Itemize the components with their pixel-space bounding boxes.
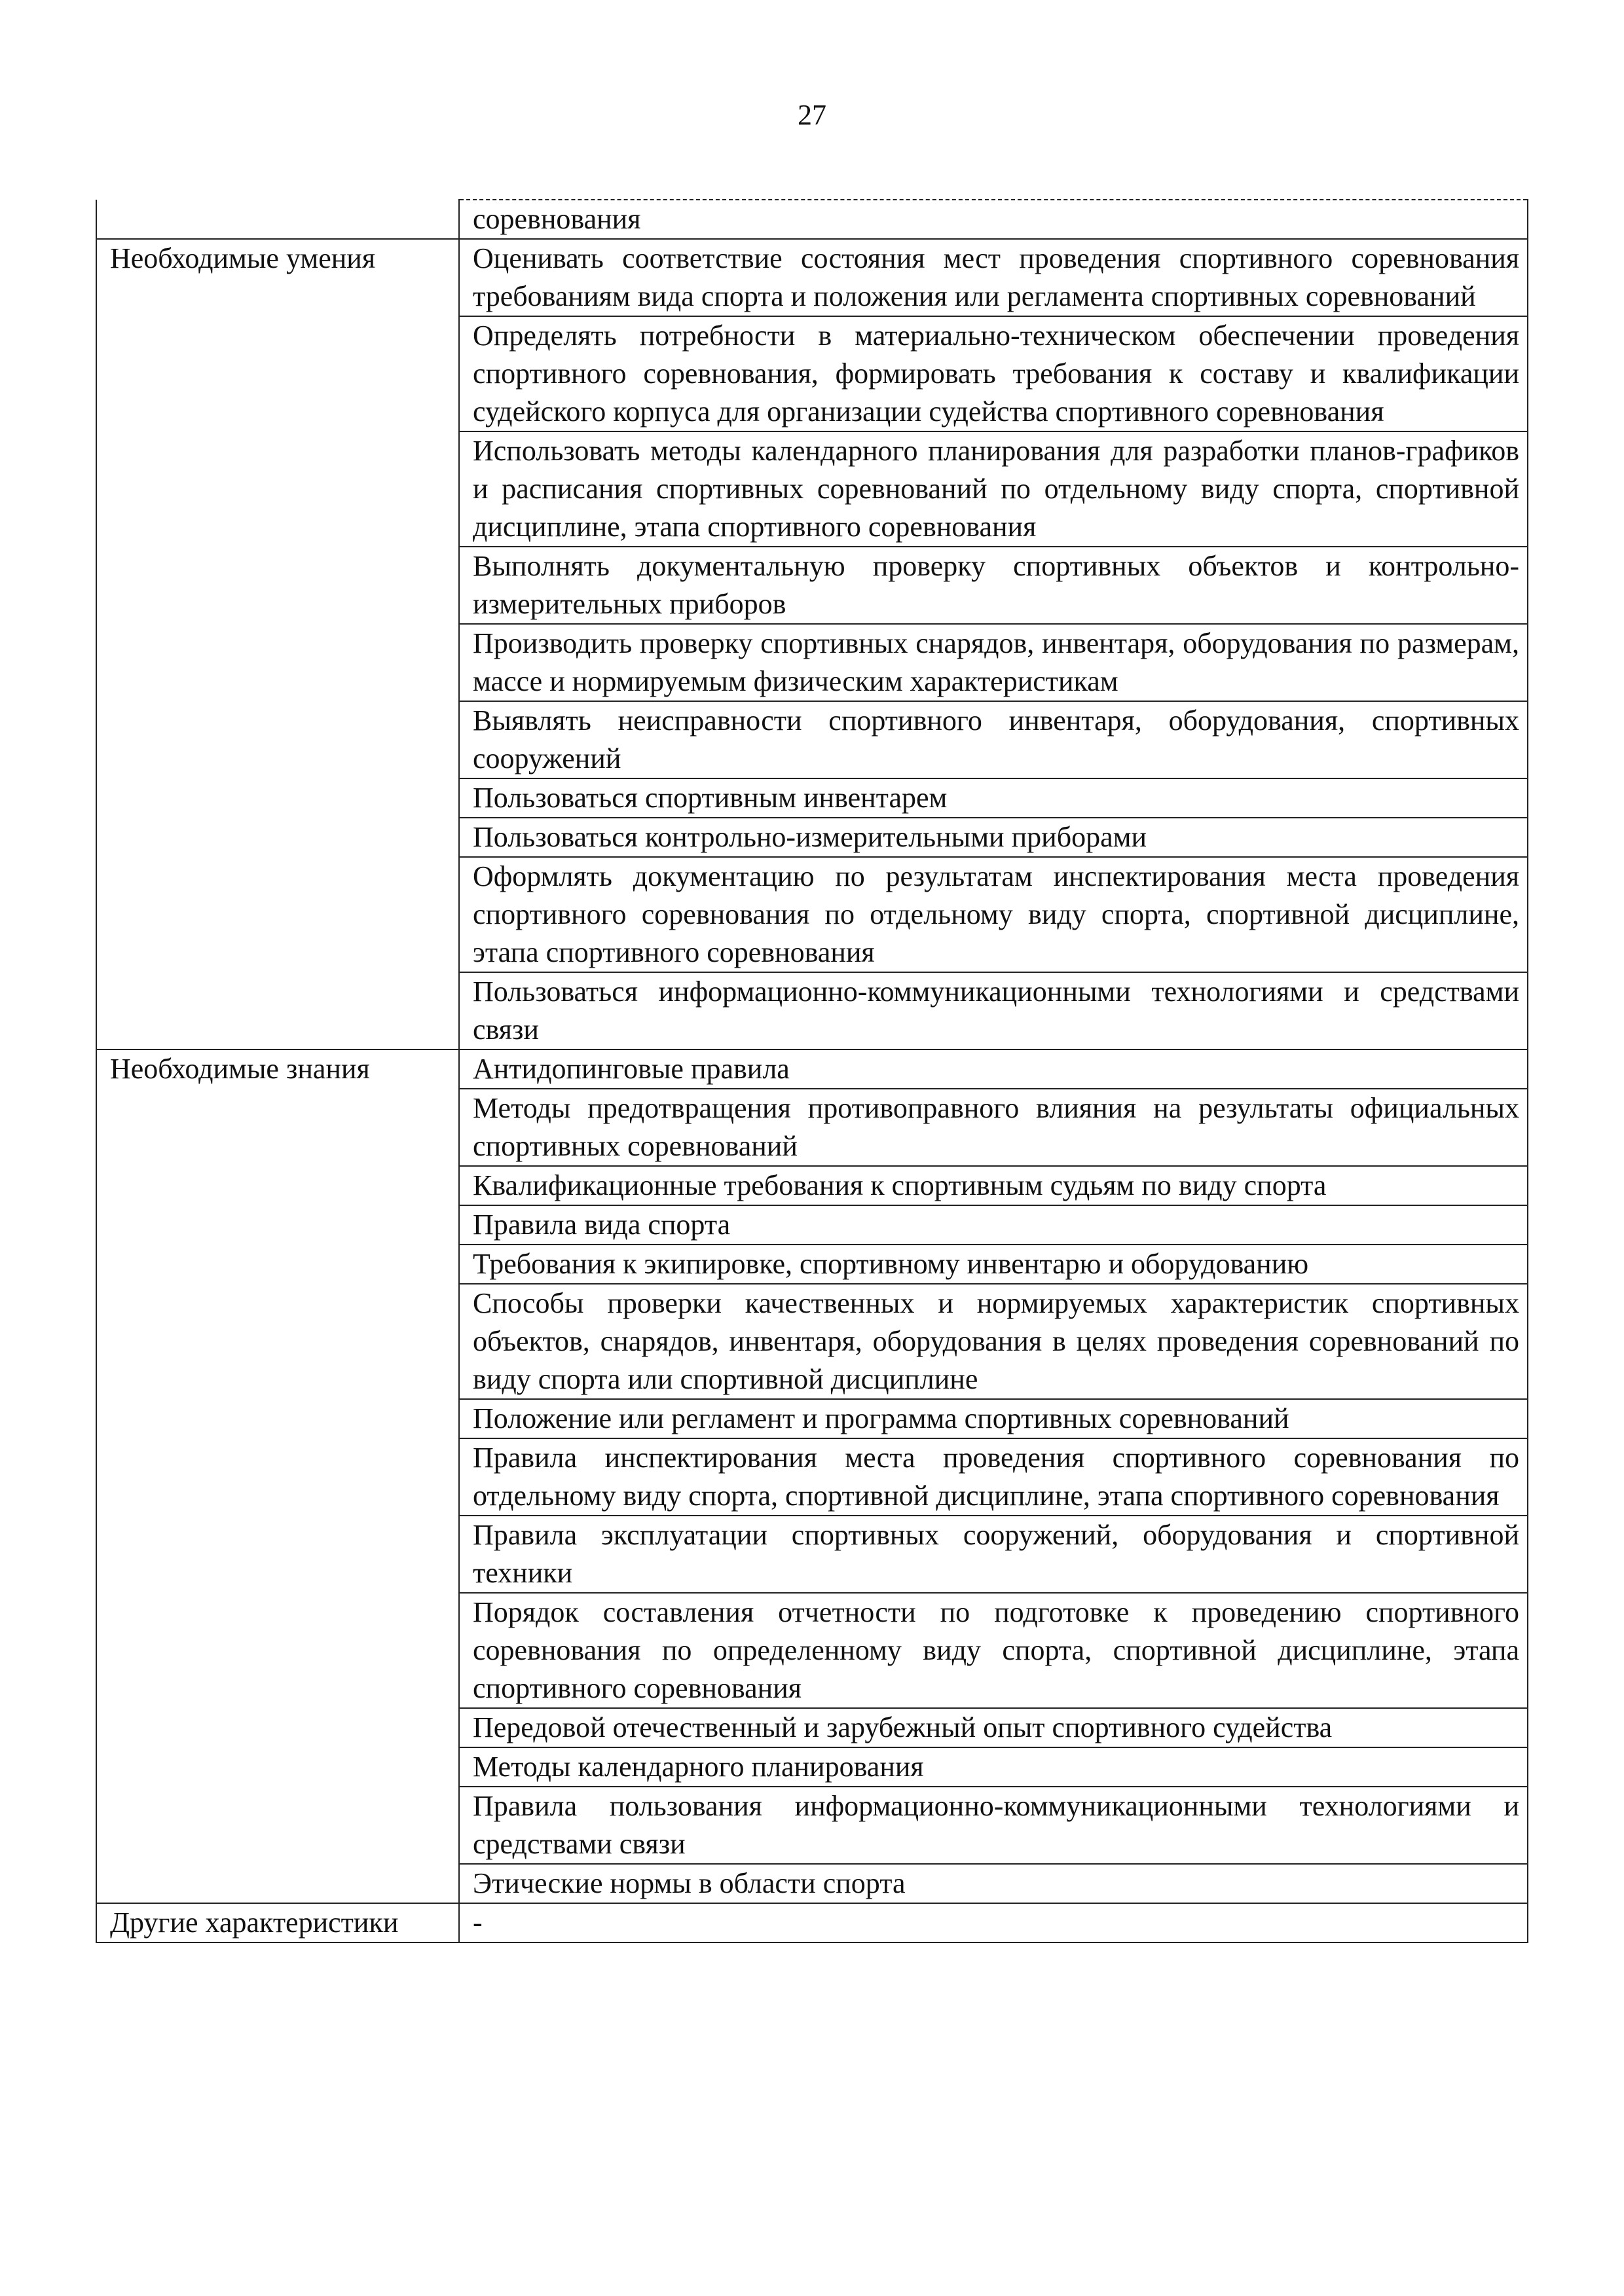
characteristics-table (96, 199, 1528, 1943)
row-item: Методы предотвращения противоправного влияния на результаты официальных спортивных соревнований (459, 1089, 1528, 1166)
row-item: Пользоваться контрольно-измерительными приборами (459, 818, 1528, 857)
table-row (96, 1903, 1528, 1942)
row-item: Антидопинговые правила (459, 1049, 1528, 1089)
row-label: Другие характеристики (96, 1903, 459, 1942)
row-item: Способы проверки качественных и нормируемых характеристик спортивных объектов, снарядов, инвентаря, оборудования в целях проведения соревнований по виду спорта или спортивной дисциплине (459, 1284, 1528, 1399)
page-number: 27 (798, 99, 826, 131)
row-item: Оформлять документацию по результатам инспектирования места проведения спортивного соревнования по отдельному виду спорта, спортивной дисциплине, этапа спортивного соревнования (459, 857, 1528, 972)
row-item: Использовать методы календарного планирования для разработки планов-графиков и расписания спортивных соревнований по отдельному виду спорта, спортивной дисциплине, этапа спортивного соревнования (459, 431, 1528, 547)
row-item: Пользоваться информационно-коммуникационными технологиями и средствами связи (459, 972, 1528, 1049)
row-item: Передовой отечественный и зарубежный опыт спортивного судейства (459, 1708, 1528, 1747)
row-item: - (459, 1903, 1528, 1942)
row-item: соревнования (459, 200, 1528, 239)
row-item: Выполнять документальную проверку спортивных объектов и контрольно-измерительных приборов (459, 547, 1528, 624)
table-row (96, 239, 1528, 316)
row-item: Положение или регламент и программа спортивных соревнований (459, 1399, 1528, 1438)
row-item: Методы календарного планирования (459, 1747, 1528, 1787)
row-item: Правила вида спорта (459, 1205, 1528, 1245)
table-body (96, 200, 1528, 1942)
row-item: Выявлять неисправности спортивного инвентаря, оборудования, спортивных сооружений (459, 701, 1528, 778)
row-item: Производить проверку спортивных снарядов, инвентаря, оборудования по размерам, массе и нормируемым физическим характеристикам (459, 624, 1528, 701)
row-item: Квалификационные требования к спортивным судьям по виду спорта (459, 1166, 1528, 1205)
table-row (96, 200, 1528, 239)
row-item: Оценивать соответствие состояния мест проведения спортивного соревнования требованиям вида спорта и положения или регламента спортивных соревнований (459, 239, 1528, 316)
row-label (96, 200, 459, 239)
row-item: Этические нормы в области спорта (459, 1864, 1528, 1903)
row-item: Пользоваться спортивным инвентарем (459, 778, 1528, 818)
row-item: Правила эксплуатации спортивных сооружений, оборудования и спортивной техники (459, 1516, 1528, 1593)
row-item: Порядок составления отчетности по подготовке к проведению спортивного соревнования по определенному виду спорта, спортивной дисциплине, этапа спортивного соревнования (459, 1593, 1528, 1708)
row-item: Требования к экипировке, спортивному инвентарю и оборудованию (459, 1245, 1528, 1284)
table-row (96, 1049, 1528, 1089)
row-item: Правила пользования информационно-коммуникационными технологиями и средствами связи (459, 1787, 1528, 1864)
row-item: Правила инспектирования места проведения спортивного соревнования по отдельному виду спорта, спортивной дисциплине, этапа спортивного соревнования (459, 1438, 1528, 1516)
row-label: Необходимые умения (96, 239, 459, 1049)
row-label: Необходимые знания (96, 1049, 459, 1903)
row-item: Определять потребности в материально-техническом обеспечении проведения спортивного соревнования, формировать требования к составу и квалификации судейского корпуса для организации судейства спортивного соревнования (459, 316, 1528, 431)
